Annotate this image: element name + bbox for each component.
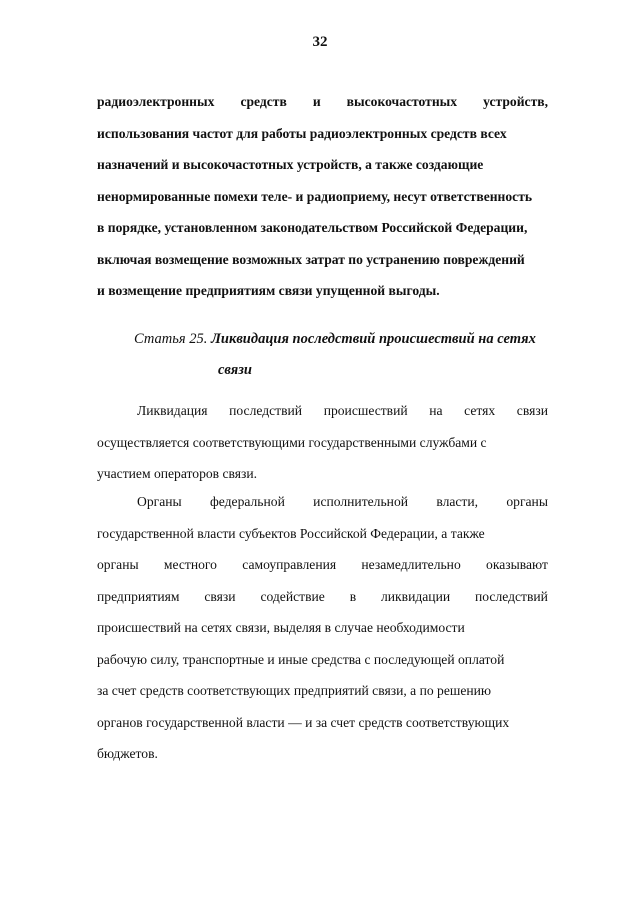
text-line [97, 395, 548, 427]
text-line: в порядке, установленном законодательством Российской Федерации, [97, 220, 528, 235]
word: происшествий [323, 403, 408, 418]
paragraph-1 [97, 86, 548, 307]
word: ликвидации [380, 588, 451, 604]
text-line [97, 581, 548, 613]
word: Органы [137, 494, 182, 509]
article-heading [134, 324, 554, 386]
word: и [312, 94, 321, 109]
word: сетях [464, 403, 496, 418]
text-line: включая возмещение возможных затрат по устранению повреждений [97, 251, 525, 267]
word: федеральной [209, 494, 285, 509]
paragraph-3 [97, 486, 548, 770]
word: оказывают [486, 557, 548, 572]
word: незамедлительно [361, 557, 461, 572]
text-line: назначений и высокочастотных устройств, а также создающие [97, 157, 484, 172]
word: последствий [475, 588, 548, 604]
word: устройств, [483, 94, 548, 109]
word: содействие [260, 588, 325, 604]
word: Ликвидация [137, 403, 208, 418]
word: средств [240, 94, 287, 109]
article-heading-line [134, 324, 554, 355]
word: местного [163, 557, 217, 572]
text-line: органов государственной власти — и за счет средств соответствующих [97, 714, 510, 730]
word: на [429, 403, 443, 418]
word: последствий [229, 403, 303, 418]
text-line: ненормированные помехи теле- и радиоприему, несут ответственность [97, 188, 533, 204]
text-line: осуществляется соответствующими государственными службами с [97, 434, 487, 450]
article-title-continued: связи [218, 362, 252, 378]
text-line: бюджетов. [97, 746, 158, 761]
word: радиоэлектронных [97, 94, 215, 109]
text-line: использования частот для работы радиоэлектронных средств всех [97, 125, 507, 141]
word: предприятиям [97, 588, 180, 604]
text-line: участием операторов связи. [97, 466, 258, 481]
text-line: происшествий на сетях связи, выделяя в случае необходимости [97, 620, 465, 635]
text-line: рабочую силу, транспортные и иные средства с последующей оплатой [97, 651, 505, 667]
word: органы [97, 557, 139, 572]
word: органы [506, 494, 548, 509]
paragraph-2 [97, 395, 548, 490]
word: связи [204, 588, 236, 604]
article-number: Статья 25. [134, 331, 208, 347]
word: в [349, 588, 357, 604]
text-line [97, 549, 548, 581]
text-line: и возмещение предприятиям связи упущенной выгоды. [97, 283, 440, 298]
text-line: государственной власти субъектов Российской Федерации, а также [97, 525, 485, 541]
word: самоуправления [242, 557, 337, 572]
text-line: за счет средств соответствующих предприятий связи, а по решению [97, 683, 492, 698]
page-number: 32 [312, 34, 328, 50]
word: высокочастотных [346, 94, 458, 109]
word: исполнительной [313, 494, 409, 509]
word: связи [516, 403, 548, 418]
text-line [97, 86, 548, 118]
article-title: Ликвидация последствий происшествий на сетях [210, 331, 536, 347]
word: власти, [436, 494, 479, 509]
text-line [97, 486, 548, 518]
